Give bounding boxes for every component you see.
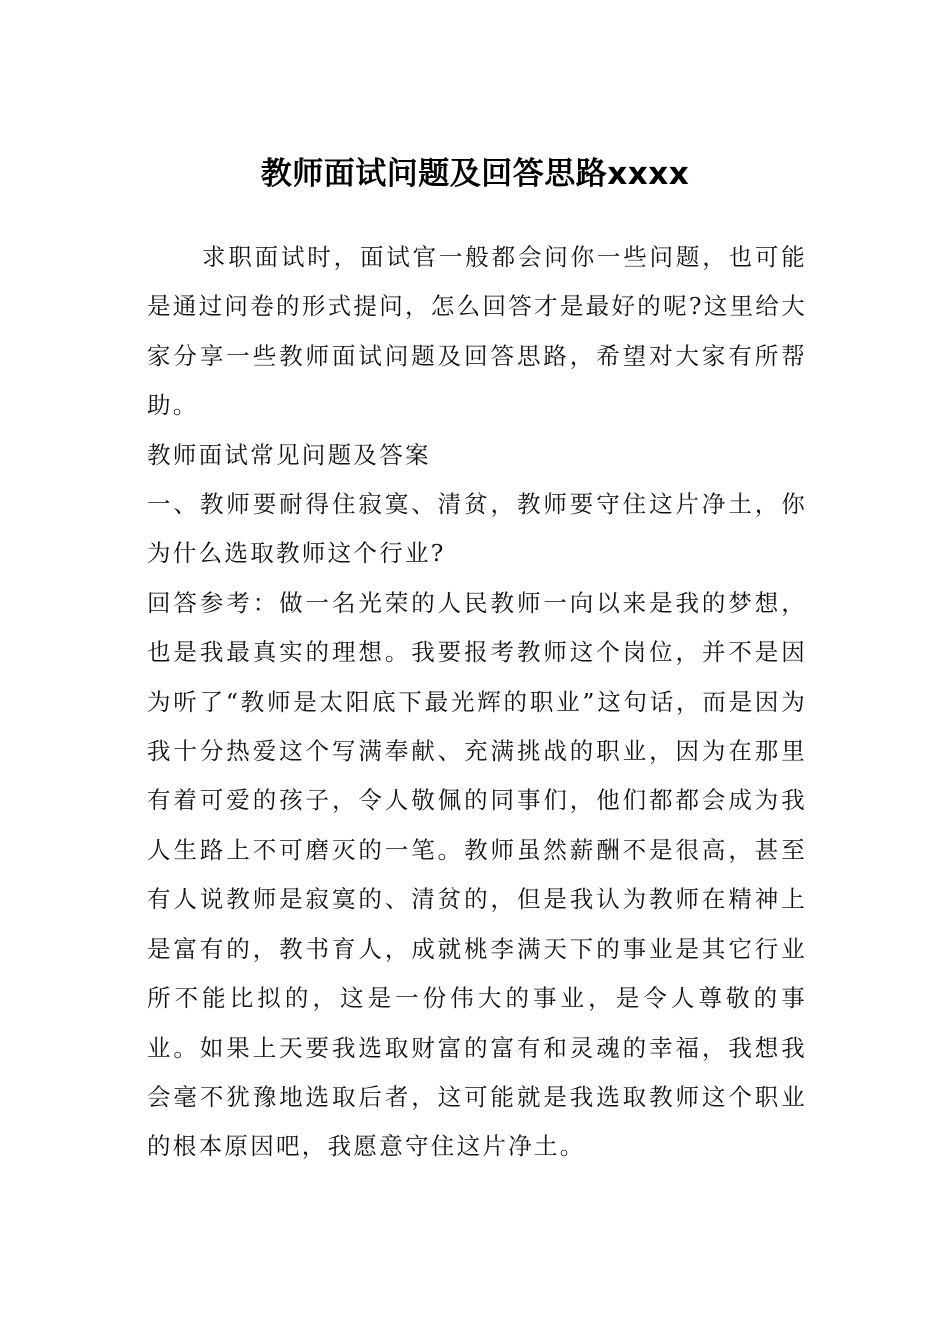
- intro-paragraph: 求职面试时，面试官一般都会问你一些问题，也可能是通过问卷的形式提问，怎么回答才是最好的呢?这里给大家分享一些教师面试问题及回答思路，希望对大家有所帮助。: [147, 243, 807, 420]
- section-heading: 教师面试常见问题及答案: [147, 440, 431, 469]
- document-title: 教师面试问题及回答思路xxxx: [260, 155, 690, 192]
- answer-paragraph: 回答参考：做一名光荣的人民教师一向以来是我的梦想，也是我最真实的理想。我要报考教师这个岗位，并不是因为听了“教师是太阳底下最光辉的职业”这句话，而是因为我十分热爱这个写满奉献、充满挑战的职业，因为在那里有着可爱的孩子，令人敬佩的同事们，他们都都会成为我人生路上不可磨灭的一笔。教师虽然薪酬不是很高，甚至有人说教师是寂寞的、清贫的，但是我认为教师在精神上是富有的，教书育人，成就桃李满天下的事业是其它行业所不能比拟的，这是一份伟大的事业，是令人尊敬的事业。如果上天要我选取财富的富有和灵魂的幸福，我想我会毫不犹豫地选取后者，这可能就是我选取教师这个职业的根本原因吧，我愿意守住这片净土。: [147, 588, 807, 1161]
- document-body: [147, 233, 807, 1172]
- question-paragraph: 一、教师要耐得住寂寞、清贫，教师要守住这片净土，你为什么选取教师这个行业?: [147, 490, 807, 568]
